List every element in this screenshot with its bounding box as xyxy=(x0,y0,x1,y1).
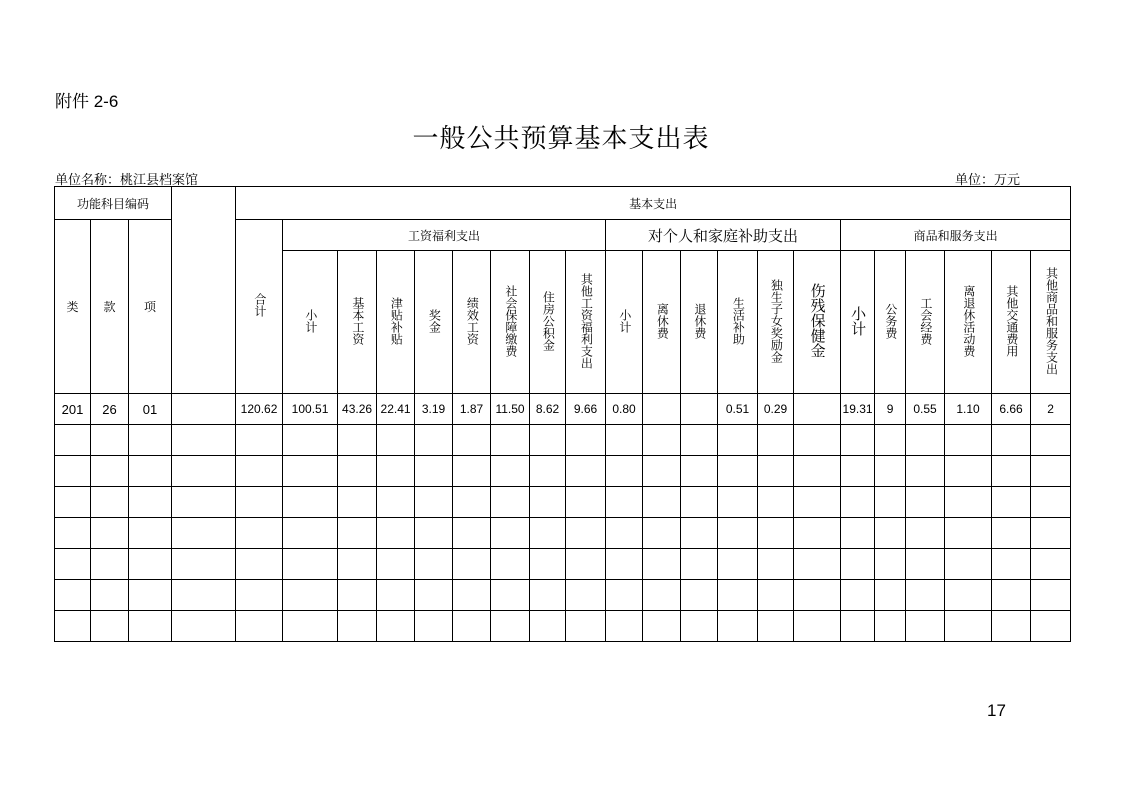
table-row-empty xyxy=(55,549,1071,580)
unit-label: 单位：万元 xyxy=(955,173,1021,188)
salary-col: 社会保障缴费 xyxy=(491,251,530,394)
group-personal-header: 对个人和家庭补助支出 xyxy=(606,220,841,251)
cell-salary: 3.19 xyxy=(415,394,453,425)
personal-col: 生活补助 xyxy=(718,251,758,394)
personal-col: 小计 xyxy=(606,251,643,394)
goods-col: 工会经费 xyxy=(906,251,945,394)
goods-col: 离退休活动费 xyxy=(945,251,992,394)
cell-blank xyxy=(172,394,236,425)
cell-salary: 8.62 xyxy=(530,394,566,425)
cell-goods: 6.66 xyxy=(992,394,1031,425)
group-salary-header: 工资福利支出 xyxy=(283,220,606,251)
budget-table xyxy=(54,186,1071,642)
table-row-empty xyxy=(55,456,1071,487)
cell-goods: 2 xyxy=(1031,394,1071,425)
col-lei: 类 xyxy=(55,220,91,394)
cell-total: 120.62 xyxy=(236,394,283,425)
col-total xyxy=(236,220,283,394)
cell-salary: 100.51 xyxy=(283,394,338,425)
unit-name-label: 单位名称：桃江县档案馆 xyxy=(55,173,199,188)
personal-col: 退休费 xyxy=(681,251,718,394)
cell-goods: 19.31 xyxy=(841,394,875,425)
personal-col: 伤残保健金 xyxy=(794,251,841,394)
cell-personal xyxy=(681,394,718,425)
table-row-empty xyxy=(55,580,1071,611)
col-total-label: 合计 xyxy=(252,293,267,317)
salary-col: 基本工资 xyxy=(338,251,377,394)
cell-personal: 0.51 xyxy=(718,394,758,425)
cell-personal: 0.29 xyxy=(758,394,794,425)
salary-col: 津贴补贴 xyxy=(377,251,415,394)
attachment-label: 附件 2-6 xyxy=(55,92,119,111)
salary-col: 奖金 xyxy=(415,251,453,394)
cell-goods: 1.10 xyxy=(945,394,992,425)
goods-col: 公务费 xyxy=(875,251,906,394)
cell-salary: 43.26 xyxy=(338,394,377,425)
func-code-header: 功能科目编码 xyxy=(55,187,172,220)
cell-salary: 22.41 xyxy=(377,394,415,425)
goods-col: 小计 xyxy=(841,251,875,394)
table-row xyxy=(55,394,1071,425)
cell-personal xyxy=(643,394,681,425)
cell-goods: 9 xyxy=(875,394,906,425)
salary-col: 其他工资福利支出 xyxy=(566,251,606,394)
salary-col: 住房公积金 xyxy=(530,251,566,394)
cell-xiang: 01 xyxy=(129,394,172,425)
cell-goods: 0.55 xyxy=(906,394,945,425)
table-row-empty xyxy=(55,611,1071,642)
cell-personal: 0.80 xyxy=(606,394,643,425)
salary-col: 绩效工资 xyxy=(453,251,491,394)
salary-col: 小计 xyxy=(283,251,338,394)
col-xiang: 项 xyxy=(129,220,172,394)
page-title: 一般公共预算基本支出表 xyxy=(412,124,710,154)
table-row-empty xyxy=(55,425,1071,456)
group-goods-header: 商品和服务支出 xyxy=(841,220,1071,251)
goods-col: 其他交通费用 xyxy=(992,251,1031,394)
basic-expense-header: 基本支出 xyxy=(236,187,1071,220)
col-kuan: 款 xyxy=(91,220,129,394)
cell-salary: 1.87 xyxy=(453,394,491,425)
cell-kuan: 26 xyxy=(91,394,129,425)
cell-salary: 9.66 xyxy=(566,394,606,425)
goods-col: 其他商品和服务支出 xyxy=(1031,251,1071,394)
blank-header xyxy=(172,187,236,394)
personal-col: 独生子女奖励金 xyxy=(758,251,794,394)
personal-col: 离休费 xyxy=(643,251,681,394)
table-row-empty xyxy=(55,487,1071,518)
table-row-empty xyxy=(55,518,1071,549)
cell-salary: 11.50 xyxy=(491,394,530,425)
cell-lei: 201 xyxy=(55,394,91,425)
cell-personal xyxy=(794,394,841,425)
page-number: 17 xyxy=(987,701,1006,720)
